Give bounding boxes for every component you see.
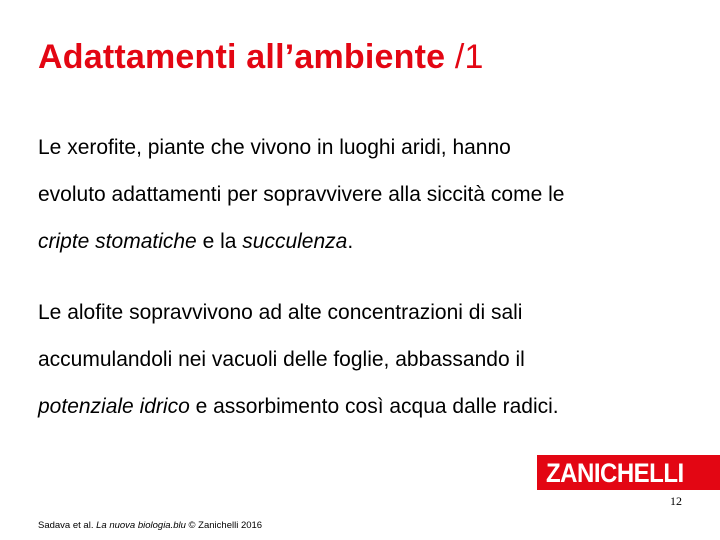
paragraph-line: accumulandoli nei vacuoli delle foglie, abbassando il — [38, 348, 525, 371]
logo-text: ZANICHELLI — [546, 459, 684, 489]
term-alofite: alofite — [67, 301, 124, 324]
text-run: © Zanichelli 2016 — [185, 520, 263, 531]
slide-title-main: Adattamenti all’ambiente — [38, 38, 446, 76]
paragraph-line — [38, 218, 688, 265]
text-run: e assorbimento così acqua dalle radici. — [189, 395, 559, 418]
footer-citation — [38, 520, 262, 531]
book-title: La nuova biologia.blu — [96, 520, 186, 531]
slide-title — [38, 38, 484, 77]
text-run: Sadava et al. — [38, 520, 97, 531]
zanichelli-logo — [537, 455, 720, 490]
paragraph-alofite — [38, 289, 688, 430]
slide-title-suffix: /1 — [445, 38, 484, 76]
text-run: e la — [196, 230, 243, 253]
paragraph-line — [38, 289, 688, 336]
term-potenziale-idrico: potenziale idrico — [38, 395, 190, 418]
paragraph-line — [38, 383, 688, 430]
page-number: 12 — [670, 494, 682, 508]
term-cripte-stomatiche: cripte stomatiche — [38, 230, 197, 253]
text-run: , piante che vivono in luoghi aridi, hanno — [136, 136, 511, 159]
paragraph-line: evoluto adattamenti per sopravvivere alla siccità come le — [38, 183, 565, 206]
paragraph-line — [38, 124, 688, 171]
text-run: Le — [38, 136, 68, 159]
text-run: Le — [38, 301, 68, 324]
term-xerofite: xerofite — [67, 136, 137, 159]
paragraph-xerofite — [38, 124, 688, 265]
term-succulenza: succulenza — [242, 230, 348, 253]
text-run: sopravvivono ad alte concentrazioni di sali — [123, 301, 523, 324]
text-run: . — [347, 230, 354, 253]
